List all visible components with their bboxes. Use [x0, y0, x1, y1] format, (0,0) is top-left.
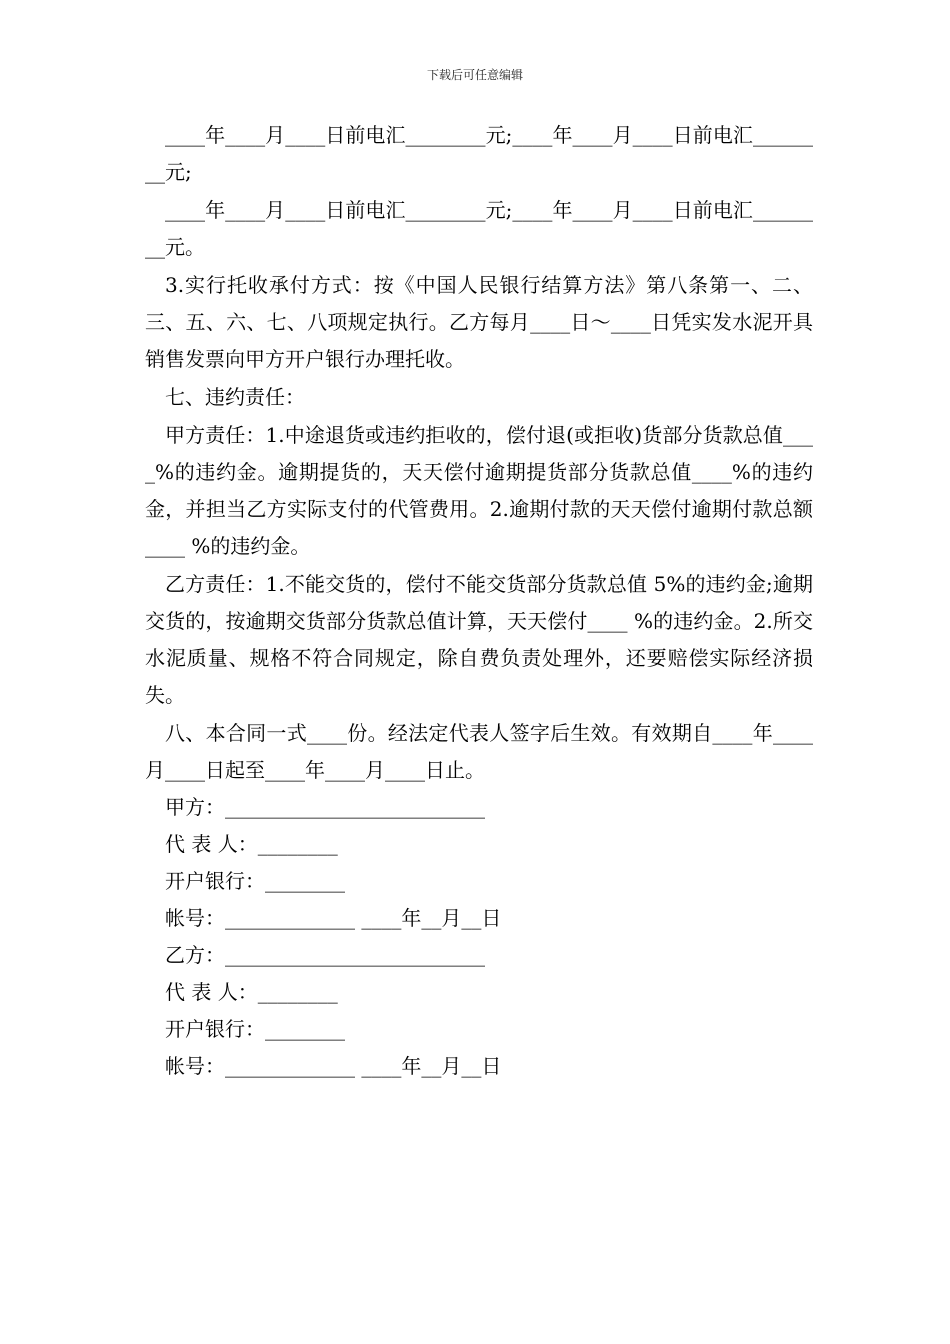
party-a-bank-line: 开户银行：________ [165, 869, 345, 893]
payment-schedule-line-1: ____年____月____日前电汇________元;____年____月____日前电汇________元; [145, 123, 813, 184]
contract-copies-validity-clause: 八、本合同一式____份。经法定代表人签字后生效。有效期自____年____月____日起至____年____月____日止。 [145, 721, 813, 782]
party-b-liability-clause: 乙方责任：1.不能交货的，偿付不能交货部分货款总值 5%的违约金;逾期交货的，按逾期交货部分货款总值计算，天天偿付____ %的违约金。2.所交水泥质量、规格不符合同规定，除自费负责处理外，还要赔偿实际经济损失。 [145, 572, 813, 707]
party-b-line: 乙方：__________________________ [165, 943, 485, 967]
party-a-representative-line: 代 表 人：________ [165, 832, 338, 856]
party-b-account-date-line: 帐号：_____________ ____年__月__日 [165, 1054, 502, 1078]
liability-section-heading: 七、违约责任： [165, 385, 305, 409]
party-b-bank-line: 开户银行：________ [165, 1017, 345, 1041]
page-header-note: 下载后可任意编辑 [426, 68, 523, 82]
collection-method-clause: 3.实行托收承付方式：按《中国人民银行结算方法》第八条第一、二、三、五、六、七、八项规定执行。乙方每月____日～____日凭实发水泥开具销售发票向甲方开户银行办理托收。 [145, 273, 813, 371]
party-a-line: 甲方：__________________________ [165, 795, 485, 819]
document-body [145, 117, 813, 1085]
party-a-account-date-line: 帐号：_____________ ____年__月__日 [165, 906, 502, 930]
payment-schedule-line-2: ____年____月____日前电汇________元;____年____月____日前电汇________元。 [145, 198, 813, 259]
party-a-liability-clause: 甲方责任：1.中途退货或违约拒收的，偿付退(或拒收)货部分货款总值____%的违约金。逾期提货的，天天偿付逾期提货部分货款总值____%的违约金，并担当乙方实际支付的代管费用。2.逾期付款的天天偿付逾期付款总额____ %的违约金。 [145, 423, 813, 558]
signature-block [145, 789, 813, 1085]
party-b-representative-line: 代 表 人：________ [165, 980, 338, 1004]
